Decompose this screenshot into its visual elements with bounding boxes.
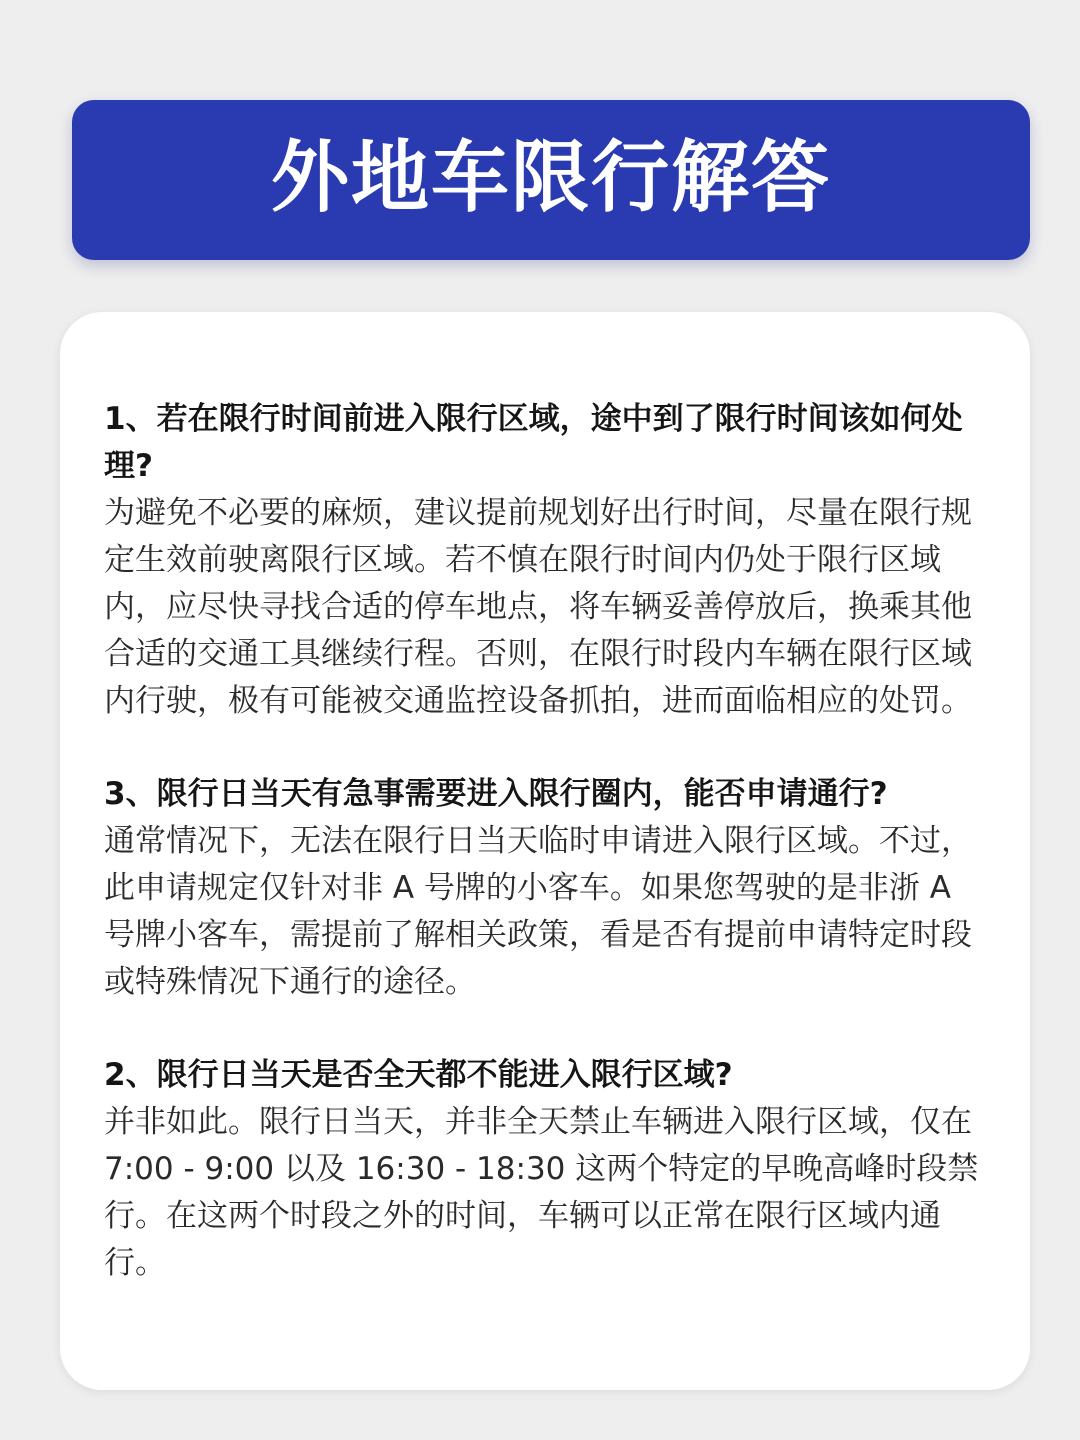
qa-card (60, 312, 1030, 1390)
qa-question: 3、限行日当天有急事需要进入限行圈内，能否申请通行? (104, 776, 888, 812)
qa-item-1 (104, 396, 990, 725)
qa-question: 2、限行日当天是否全天都不能进入限行区域? (104, 1057, 733, 1093)
qa-question: 1、若在限行时间前进入限行区域，途中到了限行时间该如何处理? (104, 401, 963, 484)
page-title: 外地车限行解答 (270, 132, 831, 223)
qa-item-3 (104, 771, 990, 1006)
qa-answer: 并非如此。限行日当天，并非全天禁止车辆进入限行区域，仅在 7:00 - 9:00 以及 16:30 - 18:30 这两个特定的早晚高峰时段禁行。在这两个时段之外的时间，车辆可以正常在限行区域内通行。 (104, 1104, 979, 1281)
qa-answer: 为避免不必要的麻烦，建议提前规划好出行时间，尽量在限行规定生效前驶离限行区域。若不慎在限行时间内仍处于限行区域内，应尽快寻找合适的停车地点，将车辆妥善停放后，换乘其他合适的交通工具继续行程。否则，在限行时段内车辆在限行区域内行驶，极有可能被交通监控设备抓拍，进而面临相应的处罚。 (104, 495, 972, 719)
qa-answer: 通常情况下，无法在限行日当天临时申请进入限行区域。不过，此申请规定仅针对非 A 号牌的小客车。如果您驾驶的是非浙 A 号牌小客车，需提前了解相关政策，看是否有提前申请特定时段或特殊情况下通行的途径。 (104, 823, 972, 1000)
header-banner (72, 100, 1030, 260)
qa-item-2 (104, 1052, 990, 1287)
